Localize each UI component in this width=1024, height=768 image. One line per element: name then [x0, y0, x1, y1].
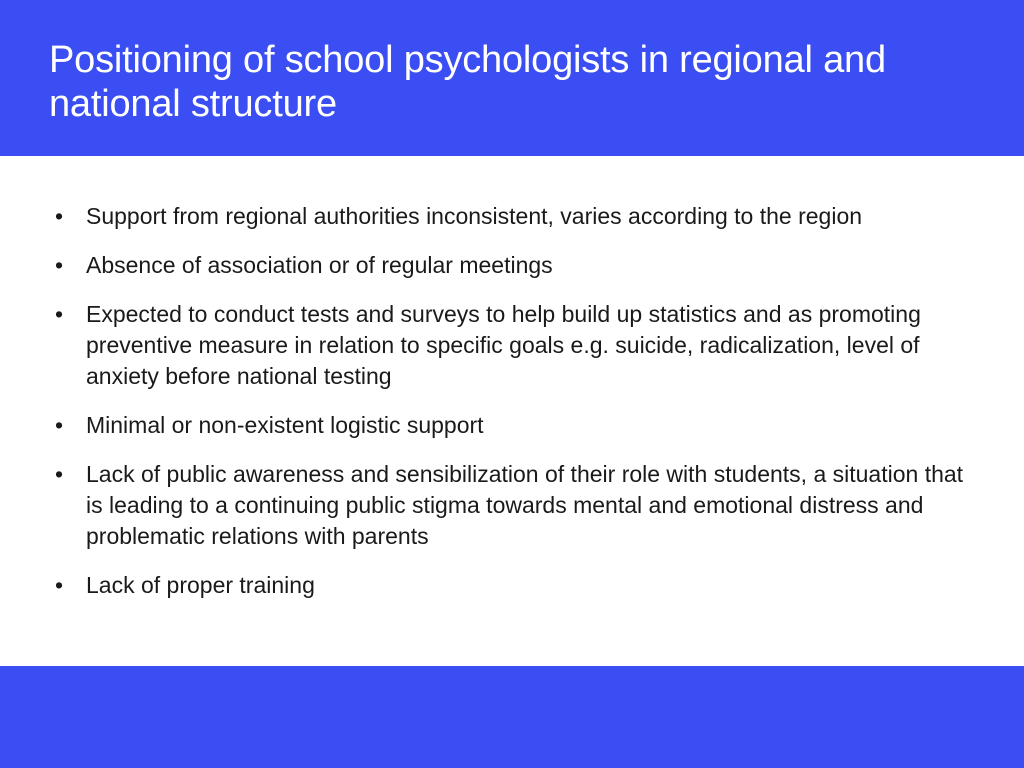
header-band	[0, 0, 1024, 156]
bullet-text: Support from regional authorities inconsistent, varies according to the region	[86, 203, 863, 229]
bullet-text: Absence of association or of regular meetings	[86, 252, 553, 278]
bullet-text: Lack of public awareness and sensibilization of their role with students, a situation that is leading to a continuing public stigma towards mental and emotional distress and problematic relations with parents	[86, 461, 964, 549]
bullet-item	[0, 459, 1024, 552]
bullet-marker: •	[55, 301, 64, 327]
bullet-item	[0, 570, 1024, 601]
footer-band	[0, 666, 1024, 768]
bullet-marker: •	[55, 203, 64, 229]
bullet-item	[0, 250, 1024, 281]
bullet-text: Minimal or non-existent logistic support	[86, 412, 484, 438]
bullet-marker: •	[55, 412, 64, 438]
bullet-marker: •	[55, 252, 64, 278]
bullet-text: Lack of proper training	[86, 572, 315, 598]
slide-title: Positioning of school psychologists in regional and national structure	[49, 39, 886, 125]
bullet-marker: •	[55, 461, 64, 487]
bullet-item	[0, 201, 1024, 232]
bullet-item	[0, 299, 1024, 392]
bullet-marker: •	[55, 572, 64, 598]
bullet-item	[0, 410, 1024, 441]
bullet-list	[0, 201, 1024, 619]
bullet-text: Expected to conduct tests and surveys to help build up statistics and as promoting preventive measure in relation to specific goals e.g. suicide, radicalization, level of anxiety before national testing	[86, 301, 921, 389]
